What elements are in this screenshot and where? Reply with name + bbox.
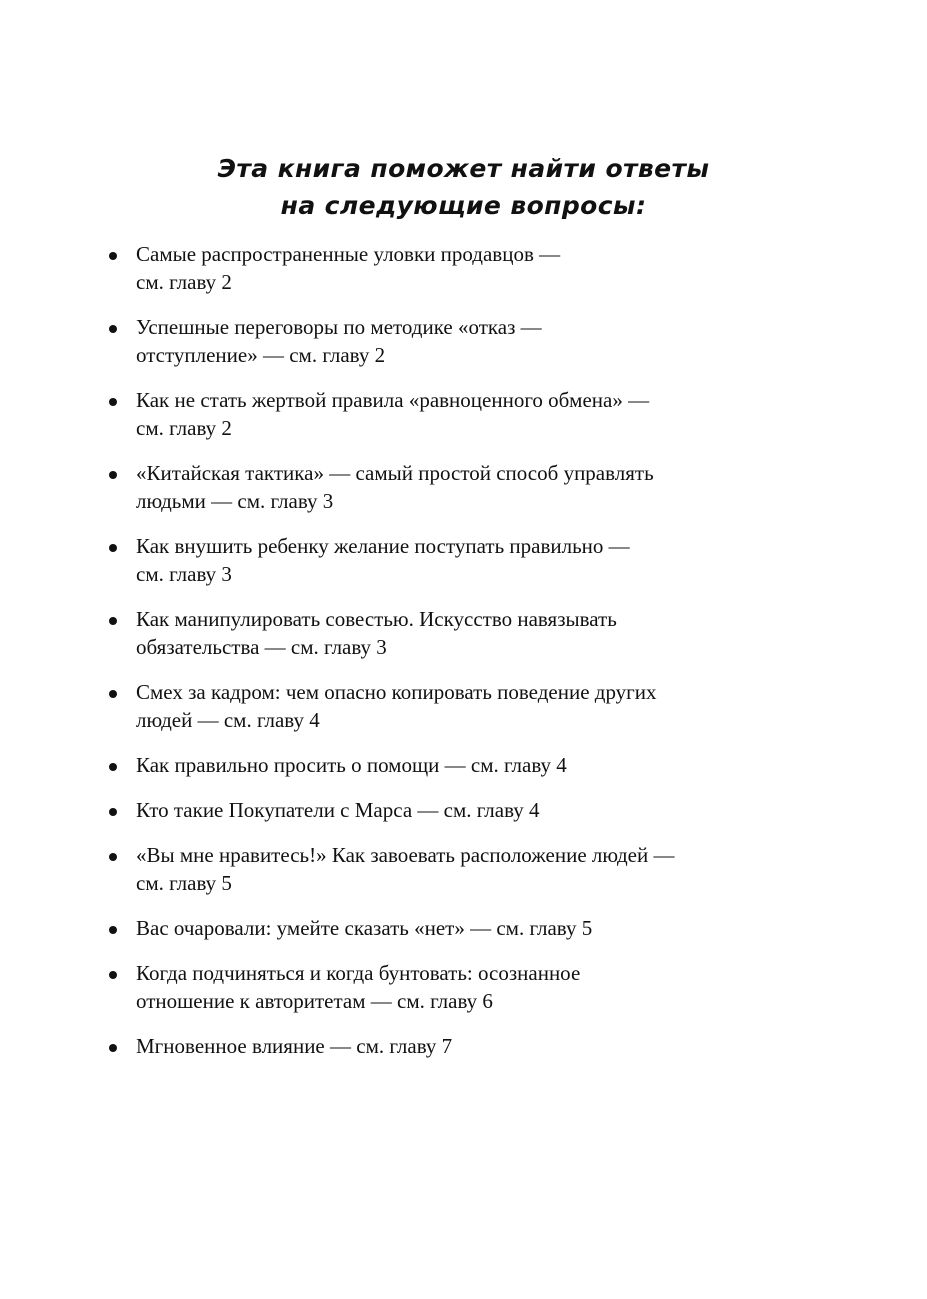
bullet-icon xyxy=(109,690,117,698)
list-item-line-2: людей — см. главу 4 xyxy=(136,708,320,732)
list-item-line-2: отношение к авторитетам — см. главу 6 xyxy=(136,989,493,1013)
list-item-line-1: Вас очаровали: умейте сказать «нет» — см. главу 5 xyxy=(136,916,593,940)
bullet-icon xyxy=(109,763,117,771)
bullet-icon xyxy=(109,544,117,552)
list-item-line-1: Как правильно просить о помощи — см. главу 4 xyxy=(136,753,567,777)
list-item-line-1: Самые распространенные уловки продавцов — xyxy=(136,242,561,266)
list-item-line-1: Смех за кадром: чем опасно копировать поведение других xyxy=(136,680,657,704)
list-item xyxy=(105,313,825,369)
bullet-icon xyxy=(109,808,117,816)
heading-line-1: Эта книга поможет найти ответы xyxy=(217,154,710,183)
list-item xyxy=(105,841,825,897)
bullet-icon xyxy=(109,971,117,979)
bullet-icon xyxy=(109,325,117,333)
list-item xyxy=(105,605,825,661)
list-item-line-1: Как манипулировать совестью. Искусство навязывать xyxy=(136,607,617,631)
bullet-icon xyxy=(109,617,117,625)
list-item-line-2: людьми — см. главу 3 xyxy=(136,489,334,513)
list-item xyxy=(105,751,825,779)
list-item xyxy=(105,914,825,942)
list-item-line-1: «Вы мне нравитесь!» Как завоевать расположение людей — xyxy=(136,843,675,867)
list-item-line-1: Как внушить ребенку желание поступать правильно — xyxy=(136,534,630,558)
list-item-line-1: Как не стать жертвой правила «равноценного обмена» — xyxy=(136,388,650,412)
list-item-line-1: «Китайская тактика» — самый простой способ управлять xyxy=(136,461,654,485)
list-item-line-1: Когда подчиняться и когда бунтовать: осознанное xyxy=(136,961,581,985)
page-heading xyxy=(0,150,927,224)
list-item-line-2: отступление» — см. главу 2 xyxy=(136,343,386,367)
bullet-icon xyxy=(109,471,117,479)
list-item-line-2: см. главу 5 xyxy=(136,871,232,895)
list-item-line-1: Кто такие Покупатели с Марса — см. главу 4 xyxy=(136,798,540,822)
list-item-line-2: см. главу 2 xyxy=(136,416,232,440)
list-item-line-2: обязательства — см. главу 3 xyxy=(136,635,387,659)
list-item xyxy=(105,1032,825,1060)
list-item xyxy=(105,678,825,734)
bullet-icon xyxy=(109,926,117,934)
list-item xyxy=(105,386,825,442)
list-item xyxy=(105,459,825,515)
list-item xyxy=(105,796,825,824)
bullet-icon xyxy=(109,252,117,260)
list-item xyxy=(105,240,825,296)
heading-line-2: на следующие вопросы: xyxy=(280,191,647,220)
bullet-icon xyxy=(109,398,117,406)
list-item-line-1: Мгновенное влияние — см. главу 7 xyxy=(136,1034,453,1058)
bullet-icon xyxy=(109,853,117,861)
list-item-line-1: Успешные переговоры по методике «отказ — xyxy=(136,315,542,339)
list-item xyxy=(105,959,825,1015)
list-item-line-2: см. главу 2 xyxy=(136,270,232,294)
questions-list xyxy=(105,240,825,1077)
list-item xyxy=(105,532,825,588)
list-item-line-2: см. главу 3 xyxy=(136,562,232,586)
bullet-icon xyxy=(109,1044,117,1052)
